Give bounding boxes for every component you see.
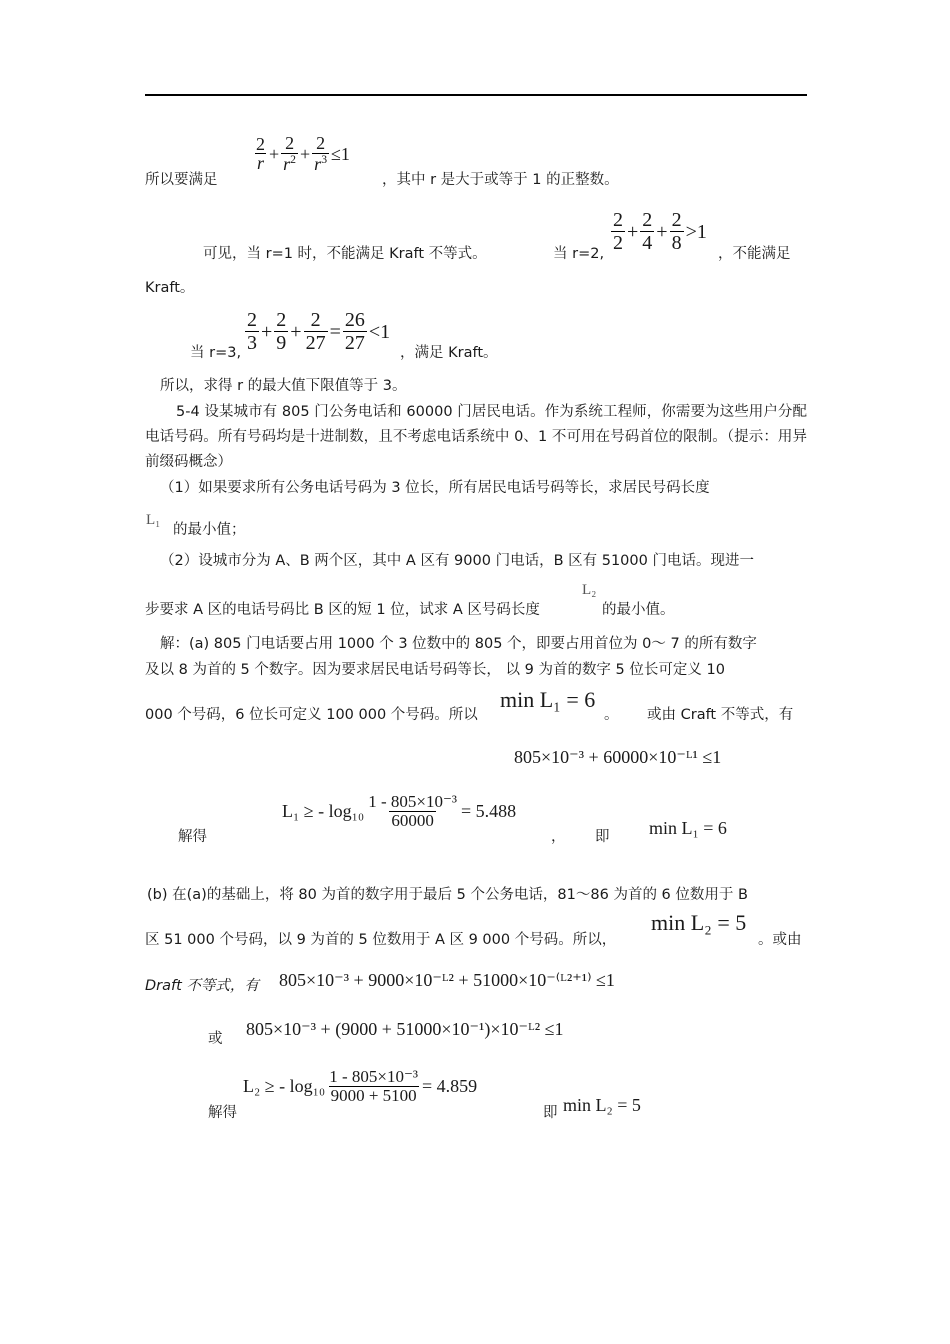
question-2: （2）设城市分为 A、B 两个区，其中 A 区有 9000 门电话，B 区有 51000 门电话。现进一 xyxy=(160,553,754,569)
text-kraft: Kraft。 xyxy=(145,280,195,296)
text-ji2: 即 xyxy=(543,1105,558,1121)
text-jiede: 解得 xyxy=(178,829,207,845)
text-dang-r2: 当 r=2, xyxy=(553,246,605,262)
header-rule xyxy=(145,94,807,96)
text-dang-r3: 当 r=3, xyxy=(190,345,242,361)
question-2-tail: 的最小值。 xyxy=(602,602,675,618)
question-2-line2: 步要求 A 区的电话号码比 B 区的短 1 位，试求 A 区号码长度 xyxy=(145,602,540,618)
question-1: （1）如果要求所有公务电话号码为 3 位长，所有居民电话号码等长，求居民号码长度 xyxy=(160,480,710,496)
inequality-b2: 805×10⁻³ + (9000 + 51000×10⁻¹)×10⁻ᴸ² ≤1 xyxy=(246,1019,564,1039)
min-L1-final: min L₁ = 6 xyxy=(649,818,727,838)
solution-a-bound: L₁ ≥ - log₁₀ $\frac{\text{1 - 805×10⁻³}}{60000}$ = 5.488 xyxy=(282,792,517,830)
text-huo: 或 xyxy=(208,1031,223,1047)
text-buneng: ，不能满足 xyxy=(718,246,791,262)
kraft-r2-inequality: $\frac{2}{2}$ + $\frac{2}{4}$ + $\frac{2}{8}$ >1 xyxy=(613,209,707,254)
inequality-a: 805×10⁻³ + 60000×10⁻ᴸ¹ ≤1 xyxy=(514,747,722,767)
inequality-b1: 805×10⁻³ + 9000×10⁻ᴸ² + 51000×10⁻⁽ᴸ²⁺¹⁾ ≤1 xyxy=(279,970,615,990)
text-comma: ， xyxy=(551,829,566,845)
text-draft: Draft 不等式，有 xyxy=(145,978,259,994)
solution-a-line2: 及以 8 为首的 5 个数字。因为要求居民电话号码等长， 以 9 为首的数字 5 位长可定义 10 xyxy=(145,662,725,678)
text-jiede2: 解得 xyxy=(208,1105,237,1121)
min-L2-result: min L₂ = 5 xyxy=(651,910,747,935)
symbol-L1: L₁ xyxy=(146,512,161,528)
text-suoyi-manzu: 所以要满足 xyxy=(145,172,218,188)
solution-b-bound: L₂ ≥ - log₁₀ $\frac{\text{1 - 805×10⁻³}}{9000 + 5100}$ = 4.859 xyxy=(243,1067,478,1105)
kraft-inequality-general: $\frac{2}{r}$ + $\frac{2}{r^2}$ + $\frac{2}{r^3}$ ≤1 xyxy=(256,133,350,174)
question-1-tail: 的最小值； xyxy=(173,522,246,538)
text-huoyou2: 。或由 xyxy=(758,932,802,948)
text-conclusion-r: 所以，求得 r 的最大值下限值等于 3。 xyxy=(160,378,407,394)
text-qizhong: ，其中 r 是大于或等于 1 的正整数。 xyxy=(382,172,619,188)
text-period: 。 xyxy=(604,707,619,723)
min-L1-result: min L₁ = 6 xyxy=(500,687,596,712)
kraft-r3-inequality: $\frac{2}{3}$ + $\frac{2}{9}$ + $\frac{2}{27}$ = $\frac{26}{27}$ <1 xyxy=(247,309,391,354)
text-manzu: ，满足 Kraft。 xyxy=(400,345,498,361)
text-huoyou-craft: 或由 Craft 不等式，有 xyxy=(647,707,794,723)
text-kejian: 可见，当 r=1 时，不能满足 Kraft 不等式。 xyxy=(203,246,487,262)
min-L2-final: min L₂ = 5 xyxy=(563,1095,641,1115)
solution-b-line2: 区 51 000 个号码，以 9 为首的 5 位数用于 A 区 9 000 个号码。所以， xyxy=(145,932,617,948)
solution-a-line3: 000 个号码，6 位长可定义 100 000 个号码。所以 xyxy=(145,707,478,723)
solution-a-line1: 解：(a) 805 门电话要占用 1000 个 3 位数中的 805 个，即要占用首位为 0～ 7 的所有数字 xyxy=(160,636,757,652)
text-ji: 即 xyxy=(595,829,610,845)
symbol-L2: L₂ xyxy=(582,582,597,598)
problem-5-4: 5-4 设某城市有 805 门公务电话和 60000 门居民电话。作为系统工程师，你需要为这些用户分配电话号码。所有号码均是十进制数，且不考虑电话系统中 0、1 不可用在号码首位的限制。（提示：用异前缀码概念） xyxy=(145,404,807,470)
solution-b-line1: (b) 在(a)的基础上，将 80 为首的数字用于最后 5 个公务电话，81～86 为首的 6 位数用于 B xyxy=(147,887,748,903)
